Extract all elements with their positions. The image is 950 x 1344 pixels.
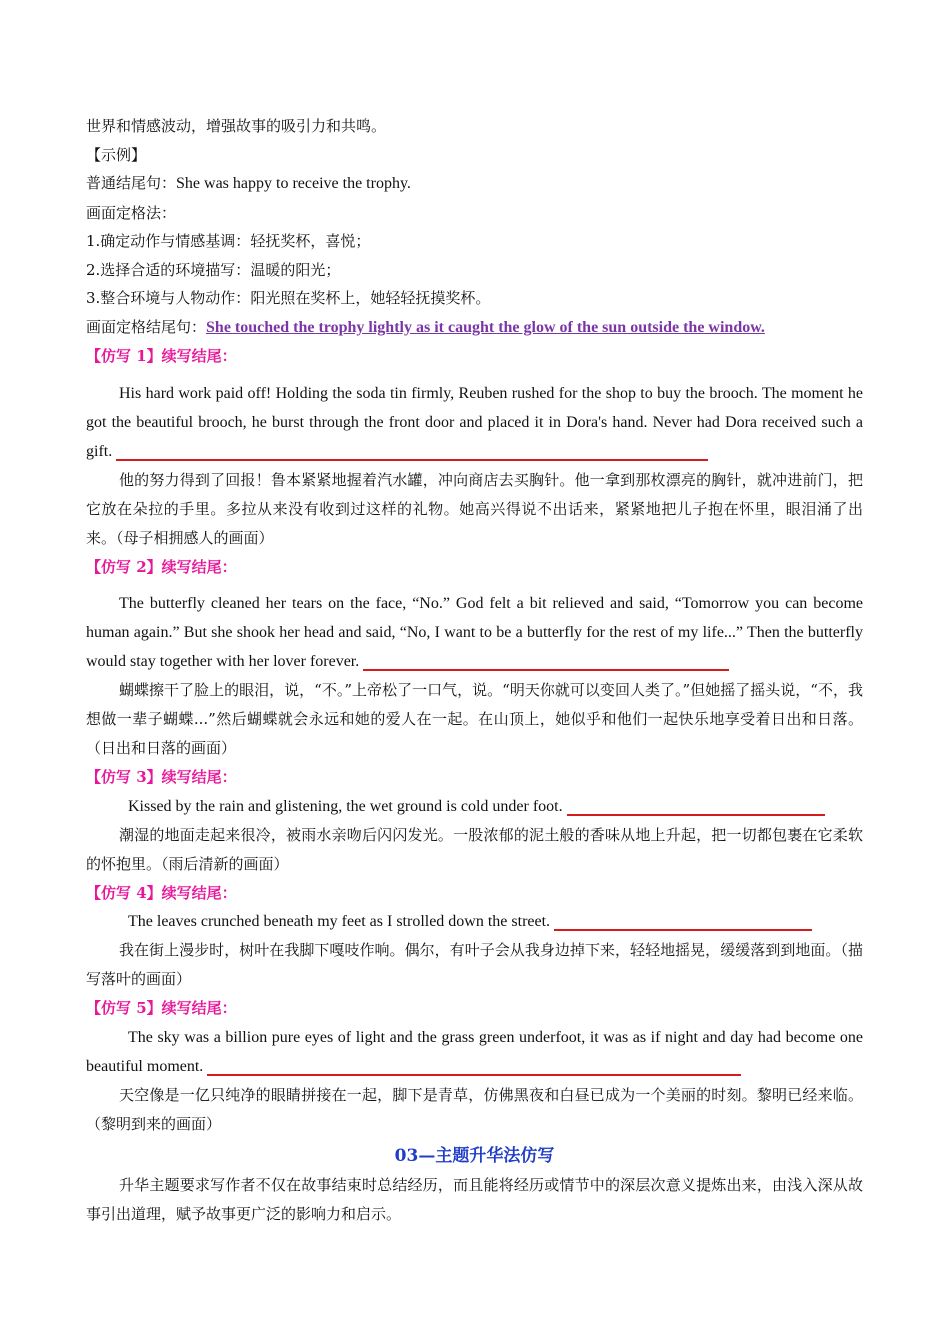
intro-tail: 世界和情感波动，增强故事的吸引力和共鸣。 <box>86 117 387 135</box>
exercise-4-english <box>86 907 863 936</box>
answer-blank-1[interactable] <box>116 443 708 461</box>
step-1: 1.确定动作与情感基调：轻抚奖杯，喜悦； <box>86 232 371 250</box>
exercise-5-english-text: The sky was a billion pure eyes of light and the grass green underfoot, it was as if night and day had become one beautiful moment. <box>86 1028 863 1075</box>
exercise-2-english-text: The butterfly cleaned her tears on the face, “No.” God felt a bit relieved and said, “Tomorrow you can become human again.” But she shook her head and said, “No, I want to be a butterfly for the rest of my life...” Then the butterfly would stay together with her lover forever. <box>86 595 863 670</box>
final-ending-line <box>86 313 863 343</box>
example-heading: 【示例】 <box>86 145 147 164</box>
method-label: 画面定格法： <box>86 203 177 222</box>
plain-ending-label: 普通结尾句： <box>86 174 177 192</box>
step-3: 3.整合环境与人物动作：阳光照在奖杯上，她轻轻抚摸奖杯。 <box>86 289 491 307</box>
exercise-4-chinese: 我在街上漫步时，树叶在我脚下嘎吱作响。偶尔，有叶子会从我身边掉下来，轻轻地摇晃，缓缓落到到地面。（描写落叶的画面） <box>86 941 863 988</box>
exercise-5-label: 【仿写 5】续写结尾： <box>86 999 237 1017</box>
step-2: 2.选择合适的环境描写：温暖的阳光； <box>86 260 341 279</box>
exercise-3-english <box>86 792 863 821</box>
exercise-3-label: 【仿写 3】续写结尾： <box>86 768 237 786</box>
answer-blank-2[interactable] <box>363 653 729 671</box>
exercise-3-chinese: 潮湿的地面走起来很冷，被雨水亲吻后闪闪发光。一股浓郁的泥土般的香味从地上升起，把一切都包裹在它柔软的怀抱里。（雨后清新的画面） <box>86 825 863 873</box>
exercise-5-english <box>86 1023 863 1081</box>
exercise-3-english-text: Kissed by the rain and glistening, the wet ground is cold under foot. <box>128 797 563 815</box>
exercise-1-english-text: His hard work paid off! Holding the soda tin firmly, Reuben rushed for the shop to buy the brooch. The moment he got the beautiful brooch, he burst through the front door and placed it in Dora's hand. Never had Dora received such a gift. <box>86 384 863 460</box>
answer-blank-4[interactable] <box>554 913 812 931</box>
exercise-2-english <box>86 589 863 676</box>
document-page <box>86 112 863 1229</box>
exercise-2-label: 【仿写 2】续写结尾： <box>86 557 237 576</box>
section-body: 升华主题要求写作者不仅在故事结束时总结经历，而且能将经历或情节中的深层次意义提炼出来，由浅入深从故事引出道理，赋予故事更广泛的影响力和启示。 <box>86 1175 863 1223</box>
exercise-1-label: 【仿写 1】续写结尾： <box>86 347 237 365</box>
plain-ending-line <box>86 169 863 199</box>
answer-blank-5[interactable] <box>207 1058 741 1076</box>
exercise-2-chinese: 蝴蝶擦干了脸上的眼泪，说，“不。”上帝松了一口气，说。“明天你就可以变回人类了。”但她摇了摇头说，“不，我想做一辈子蝴蝶...”然后蝴蝶就会永远和她的爱人在一起。在山顶上，她似乎和他们一起快乐地享受着日出和日落。（日出和日落的画面） <box>86 681 863 757</box>
final-label: 画面定格结尾句： <box>86 317 207 336</box>
plain-ending-text: She was happy to receive the trophy. <box>176 175 411 192</box>
answer-blank-3[interactable] <box>567 798 825 816</box>
exercise-4-label: 【仿写 4】续写结尾： <box>86 883 237 902</box>
final-answer: She touched the trophy lightly as it caught the glow of the sun outside the window. <box>206 318 765 336</box>
exercise-5-chinese: 天空像是一亿只纯净的眼睛拼接在一起，脚下是青草，仿佛黑夜和白昼已成为一个美丽的时刻。黎明已经来临。（黎明到来的画面） <box>86 1085 863 1133</box>
exercise-1-chinese: 他的努力得到了回报！鲁本紧紧地握着汽水罐，冲向商店去买胸针。他一拿到那枚漂亮的胸针，就冲进前门，把它放在朵拉的手里。多拉从来没有收到过这样的礼物。她高兴得说不出话来，紧紧地把儿子抱在怀里，眼泪涌了出来。（母子相拥感人的画面） <box>86 470 863 547</box>
exercise-1-english <box>86 379 863 466</box>
section-title: 03—主题升华法仿写 <box>394 1145 555 1166</box>
exercise-4-english-text: The leaves crunched beneath my feet as I strolled down the street. <box>128 913 551 930</box>
